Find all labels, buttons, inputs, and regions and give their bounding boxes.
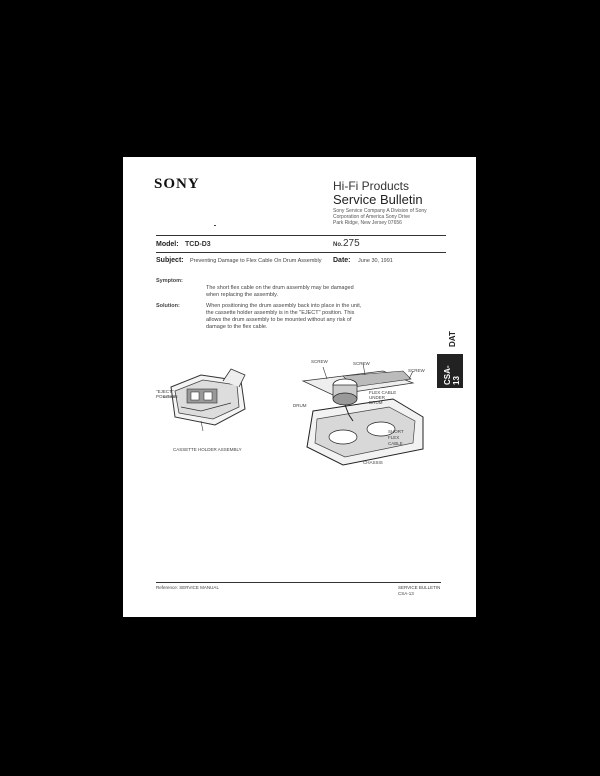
address-line-2: Corporation of America Sony Drive xyxy=(333,214,410,220)
model-value: TCD-D3 xyxy=(185,241,211,248)
subject-value: Preventing Damage to Flex Cable On Drum Assembly xyxy=(190,258,322,264)
csa-tab-label: CSA-13 xyxy=(443,365,461,385)
symptom-text-line-1: The short flex cable on the drum assembly may be damaged xyxy=(206,285,354,291)
csa-tab xyxy=(437,354,463,388)
number-label: No. xyxy=(333,242,343,248)
solution-line-3: allows the drum assembly to be mounted without any risk of xyxy=(206,317,352,323)
screw-label-3: SCREW xyxy=(408,368,425,373)
drum-label: DRUM xyxy=(293,403,307,408)
footer-reference: Reference: SERVICE MANUAL xyxy=(156,585,219,590)
address-line-1: Sony Service Company A Division of Sony xyxy=(333,208,427,214)
sony-logo: SONY xyxy=(154,176,200,192)
model-label: Model: xyxy=(156,241,179,248)
date-value: June 30, 1991 xyxy=(358,258,393,264)
dat-category-label: DAT xyxy=(448,331,457,347)
solution-line-4: damage to the flex cable. xyxy=(206,324,268,330)
footer-right-line-2: CSA-13 xyxy=(398,591,414,596)
short-flex-cable-label: SHORT FLEX CABLE xyxy=(388,429,404,446)
symptom-label: Symptom: xyxy=(156,278,183,284)
model-rule xyxy=(156,252,446,253)
screw-label-2: SCREW xyxy=(353,361,370,366)
drum-assembly-illustration xyxy=(283,361,433,473)
header-rule xyxy=(156,235,446,236)
flex-cable-under-drum-label: FLEX CABLE UNDER DRUM xyxy=(369,390,397,405)
address-line-3: Park Ridge, New Jersey 07656 xyxy=(333,220,402,226)
chassis-label: CHASSIS xyxy=(363,460,383,465)
footer-right-line-1: SERVICE BULLETIN xyxy=(398,585,441,590)
footer-rule xyxy=(156,582,441,583)
solution-line-1: When positioning the drum assembly back into place in the unit, xyxy=(206,303,362,309)
solution-line-2: the cassette holder assembly is in the "EJECT" position. This xyxy=(206,310,355,316)
cassette-holder-illustration xyxy=(161,367,253,437)
screw-label-1: SCREW xyxy=(311,359,328,364)
subject-label: Subject: xyxy=(156,257,184,264)
solution-label: Solution: xyxy=(156,303,180,309)
service-bulletin-page xyxy=(123,157,476,617)
date-label: Date: xyxy=(333,257,351,264)
cassette-holder-label: CASSETTE HOLDER ASSEMBLY xyxy=(173,447,242,452)
page-mark xyxy=(214,225,216,226)
symptom-text-line-2: when replacing the assembly. xyxy=(206,292,279,298)
eject-position-label: "EJECT" POSITION xyxy=(156,389,178,399)
bulletin-number: 275 xyxy=(343,238,360,249)
service-bulletin-title: Service Bulletin xyxy=(333,192,423,207)
hifi-products-heading: Hi-Fi Products xyxy=(333,179,410,193)
